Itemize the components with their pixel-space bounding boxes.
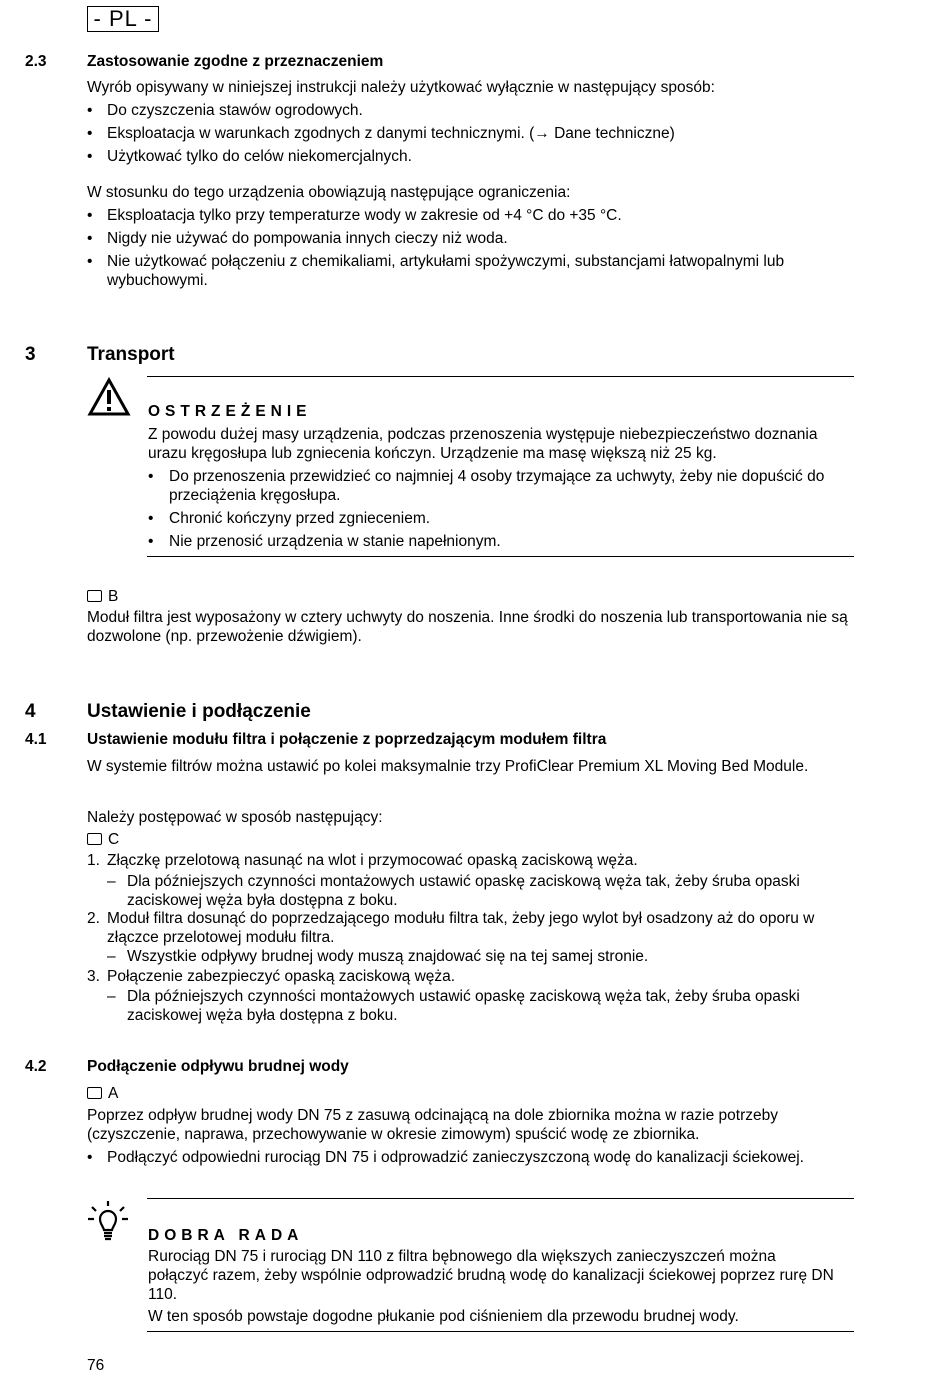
figure-icon: [87, 833, 102, 845]
section-intro: Wyrób opisywany w niniejszej instrukcji należy użytkować wyłącznie w następujący sposób:: [87, 79, 715, 96]
figure-reference: C: [87, 830, 119, 849]
list-item: • Eksploatacja w warunkach zgodnych z danymi technicznymi. (→ Dane techniczne): [87, 125, 675, 142]
procedure-substep: – Dla późniejszych czynności montażowych ustawić opaskę zaciskową węża tak, żeby śruba opaski zaciskowej węża była dostępna z boku.: [107, 873, 800, 909]
section-title: Podłączenie odpływu brudnej wody: [87, 1058, 349, 1075]
lightbulb-icon: [86, 1199, 130, 1243]
page-number: 76: [87, 1357, 105, 1374]
warning-bottom-rule: [147, 556, 854, 557]
list-item: • Do czyszczenia stawów ogrodowych.: [87, 102, 363, 119]
figure-icon: [87, 590, 102, 602]
drain-text: Poprzez odpływ brudnej wody DN 75 z zasuwą odcinającą na dole zbiornika można w razie potrzeby (czyszczenie, naprawa, przechowywanie w okresie zimowym) spuścić wodę ze zbiornika.: [87, 1107, 778, 1143]
list-item: • Nie użytkować połączeniu z chemikaliami, artykułami spożywczymi, substancjami łatwopalnymi lub wybuchowymi.: [87, 253, 785, 289]
chapter-title: Ustawienie i podłączenie: [87, 701, 311, 722]
language-label: - PL -: [87, 6, 159, 32]
list-item: • Podłączyć odpowiedni rurociąg DN 75 i odprowadzić zanieczyszczoną wodę do kanalizacji ściekowej.: [87, 1149, 804, 1166]
tip-text: W ten sposób powstaje dogodne płukanie pod ciśnieniem dla przewodu brudnej wody.: [148, 1308, 739, 1325]
section-number: 4.2: [25, 1058, 47, 1075]
list-item: • Użytkować tylko do celów niekomercjalnych.: [87, 148, 412, 165]
procedure-substep: – Dla późniejszych czynności montażowych ustawić opaskę zaciskową węża tak, żeby śruba opaski zaciskowej węża była dostępna z boku.: [107, 988, 800, 1024]
section-number: 2.3: [25, 53, 47, 70]
chapter-title: Transport: [87, 344, 175, 365]
section-title: Ustawienie modułu filtra i połączenie z poprzedzającym modułem filtra: [87, 731, 607, 748]
figure-reference: B: [87, 587, 118, 606]
procedure-intro: Należy postępować w sposób następujący:: [87, 809, 383, 826]
tip-top-rule: [147, 1198, 854, 1199]
warning-title: OSTRZEŻENIE: [148, 403, 312, 420]
restrictions-intro: W stosunku do tego urządzenia obowiązują następujące ograniczenia:: [87, 184, 571, 201]
section-intro: W systemie filtrów można ustawić po kolei maksymalnie trzy ProfiClear Premium XL Moving Bed Module.: [87, 758, 809, 775]
procedure-step: 3. Połączenie zabezpieczyć opaską zaciskową węża.: [87, 968, 456, 985]
chapter-number: 4: [25, 701, 36, 722]
tip-text: Rurociąg DN 75 i rurociąg DN 110 z filtra bębnowego dla większych zanieczyszczeń można połączyć razem, żeby wspólnie odprowadzić brudną wodę do kanalizacji ściekowej poprzez rurę DN 110.: [148, 1248, 834, 1303]
tip-title: DOBRA RADA: [148, 1227, 304, 1244]
list-item: • Eksploatacja tylko przy temperaturze wody w zakresie od +4 °C do +35 °C.: [87, 207, 622, 224]
tip-bottom-rule: [147, 1331, 854, 1332]
procedure-substep: – Wszystkie odpływy brudnej wody muszą znajdować się na tej samej stronie.: [107, 948, 649, 965]
warning-triangle-icon: [87, 377, 131, 417]
list-item: • Nigdy nie używać do pompowania innych cieczy niż woda.: [87, 230, 508, 247]
list-item: • Do przenoszenia przewidzieć co najmniej 4 osoby trzymające za uchwyty, żeby nie dopuścić do przeciążenia kręgosłupa.: [148, 468, 825, 504]
section-title: Zastosowanie zgodne z przeznaczeniem: [87, 53, 384, 70]
procedure-step: 2. Moduł filtra dosunąć do poprzedzającego modułu filtra tak, żeby jego wylot był osadzony aż do oporu w złączce przelotowej modułu filtra.: [87, 910, 815, 946]
transport-text: Moduł filtra jest wyposażony w cztery uchwyty do noszenia. Inne środki do noszenia lub transportowania nie są dozwolone (np. przewożenie dźwigiem).: [87, 609, 848, 645]
list-item: • Nie przenosić urządzenia w stanie napełnionym.: [148, 533, 501, 550]
figure-icon: [87, 1087, 102, 1099]
chapter-number: 3: [25, 344, 36, 365]
list-item: • Chronić kończyny przed zgnieceniem.: [148, 510, 431, 527]
section-number: 4.1: [25, 731, 47, 748]
figure-reference: A: [87, 1084, 118, 1103]
procedure-step: 1. Złączkę przelotową nasunąć na wlot i przymocować opaską zaciskową węża.: [87, 852, 638, 869]
warning-top-rule: [147, 376, 854, 377]
warning-text: Z powodu dużej masy urządzenia, podczas przenoszenia występuje niebezpieczeństwo doznania urazu kręgosłupa lub zgniecenia kończyn. Urządzenie ma masę większą niż 25 kg.: [148, 426, 818, 462]
